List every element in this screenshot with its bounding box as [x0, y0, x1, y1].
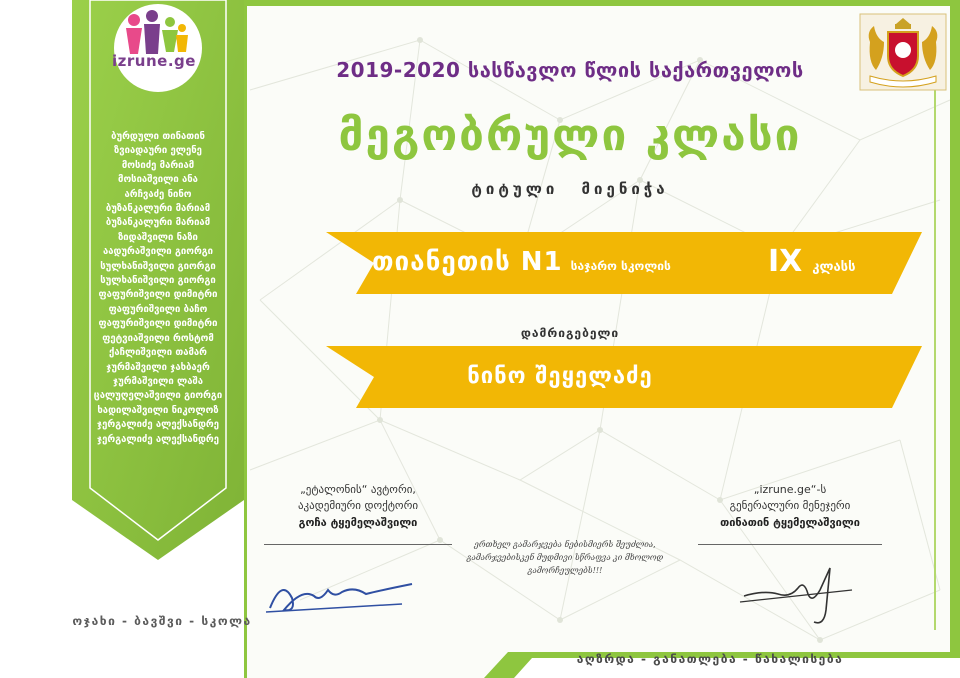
homeroom-teacher-label: დამრიგებელი	[520, 326, 620, 340]
school-type: საჯარო სკოლის	[570, 259, 671, 273]
main-title: მეგობრული კლასი	[338, 110, 802, 161]
student-name: ქაჩლიშვილი თამარ	[109, 347, 207, 359]
student-name-list	[82, 130, 234, 447]
top-border	[244, 0, 960, 6]
student-name: ცალუღელაშვილი გიორგი	[93, 390, 223, 402]
sidebar-divider	[244, 0, 247, 678]
student-name: არჩვაძე ნინო	[124, 188, 192, 200]
school-name	[372, 247, 671, 277]
subtitle: ტიტული მიენიჭა	[471, 180, 669, 198]
student-name: მოსიაშვილი ანა	[118, 174, 198, 186]
student-name: ჯურმაშვილი ჯახბაერ	[106, 361, 210, 373]
homeroom-teacher-name: ნინო შეყელაძე	[467, 364, 653, 389]
note-line1: ერთხელ გამარჯვება ნებისმიერს შეუძლია,	[474, 540, 656, 549]
right-signatory-title	[692, 482, 888, 514]
coat-of-arms-icon	[858, 12, 948, 92]
student-name: ხადილაშვილი ნიკოლოზ	[97, 404, 219, 416]
student-name: სულხანიშვილი გიორგი	[100, 275, 216, 287]
school-name-text: თიანეთის N1	[372, 247, 563, 277]
student-name: ზიდაშვილი ნაზი	[118, 231, 198, 243]
right-inner-line	[934, 70, 936, 630]
student-name: ფაფურიშვილი ბაჩო	[108, 303, 208, 315]
student-name: ჯერგალიძე ალექსანდრე	[96, 419, 220, 431]
sidebar-motto: ოჯახი - ბავშვი - სკოლა	[72, 614, 252, 628]
left-signatory-title-line2: აკადემიური დოქტორი	[297, 499, 419, 512]
left-signatory-title	[258, 482, 458, 514]
grade-number: IX	[768, 244, 803, 279]
note-line2: გამარჯვებისკენ მუდმივი სწრაფვა კი მხოლოდ გამორჩეულებს!!!	[466, 553, 664, 575]
right-border	[950, 0, 960, 678]
student-name: ფეტვიაშვილი როსტომ	[102, 332, 214, 344]
right-signature-line	[698, 544, 882, 545]
left-signature-line	[264, 544, 452, 545]
student-name: ბუზანკალური მარიამ	[105, 217, 211, 229]
left-signature	[262, 568, 432, 618]
student-name: ბუზანკალური მარიამ	[105, 203, 211, 215]
student-name: ზვიადაური ელენე	[114, 145, 202, 157]
footer-motto: აღზრდა - განათლება - წახალისება	[576, 652, 844, 666]
grade	[768, 244, 855, 279]
motivational-note	[440, 538, 690, 577]
student-name: ჯერგალიძე ალექსანდრე	[96, 433, 220, 445]
student-name: ჯურმაშვილი ლაშა	[112, 375, 204, 387]
student-name: სულხანიშვილი გიორგი	[100, 260, 216, 272]
student-name: ფაფურიშვილი დიმიტრი	[98, 318, 218, 330]
left-signatory-title-line1: „ეტალონის“ ავტორი,	[300, 483, 416, 496]
student-name: აადურაშვილი გიორგი	[102, 246, 214, 258]
logo-text: izrune.ge	[112, 52, 196, 70]
right-signatory-title-line1: „izrune.ge“-ს	[753, 483, 827, 496]
student-name: ფაფურიშვილი დიმიტრი	[98, 289, 218, 301]
student-name: მოსიძე მარიამ	[121, 159, 195, 171]
student-name: ბურდული თინათინ	[111, 131, 205, 142]
right-signature	[734, 560, 864, 630]
year-title: 2019-2020 სასწავლო წლის საქართველოს	[336, 58, 804, 82]
right-signatory-title-line2: გენერალური მენეჯერი	[729, 499, 851, 512]
left-signatory-name: გოჩა ტყემელაშვილი	[298, 516, 418, 529]
grade-suffix: კლასს	[812, 260, 856, 275]
right-signatory-name: თინათინ ტყემელაშვილი	[720, 516, 860, 529]
